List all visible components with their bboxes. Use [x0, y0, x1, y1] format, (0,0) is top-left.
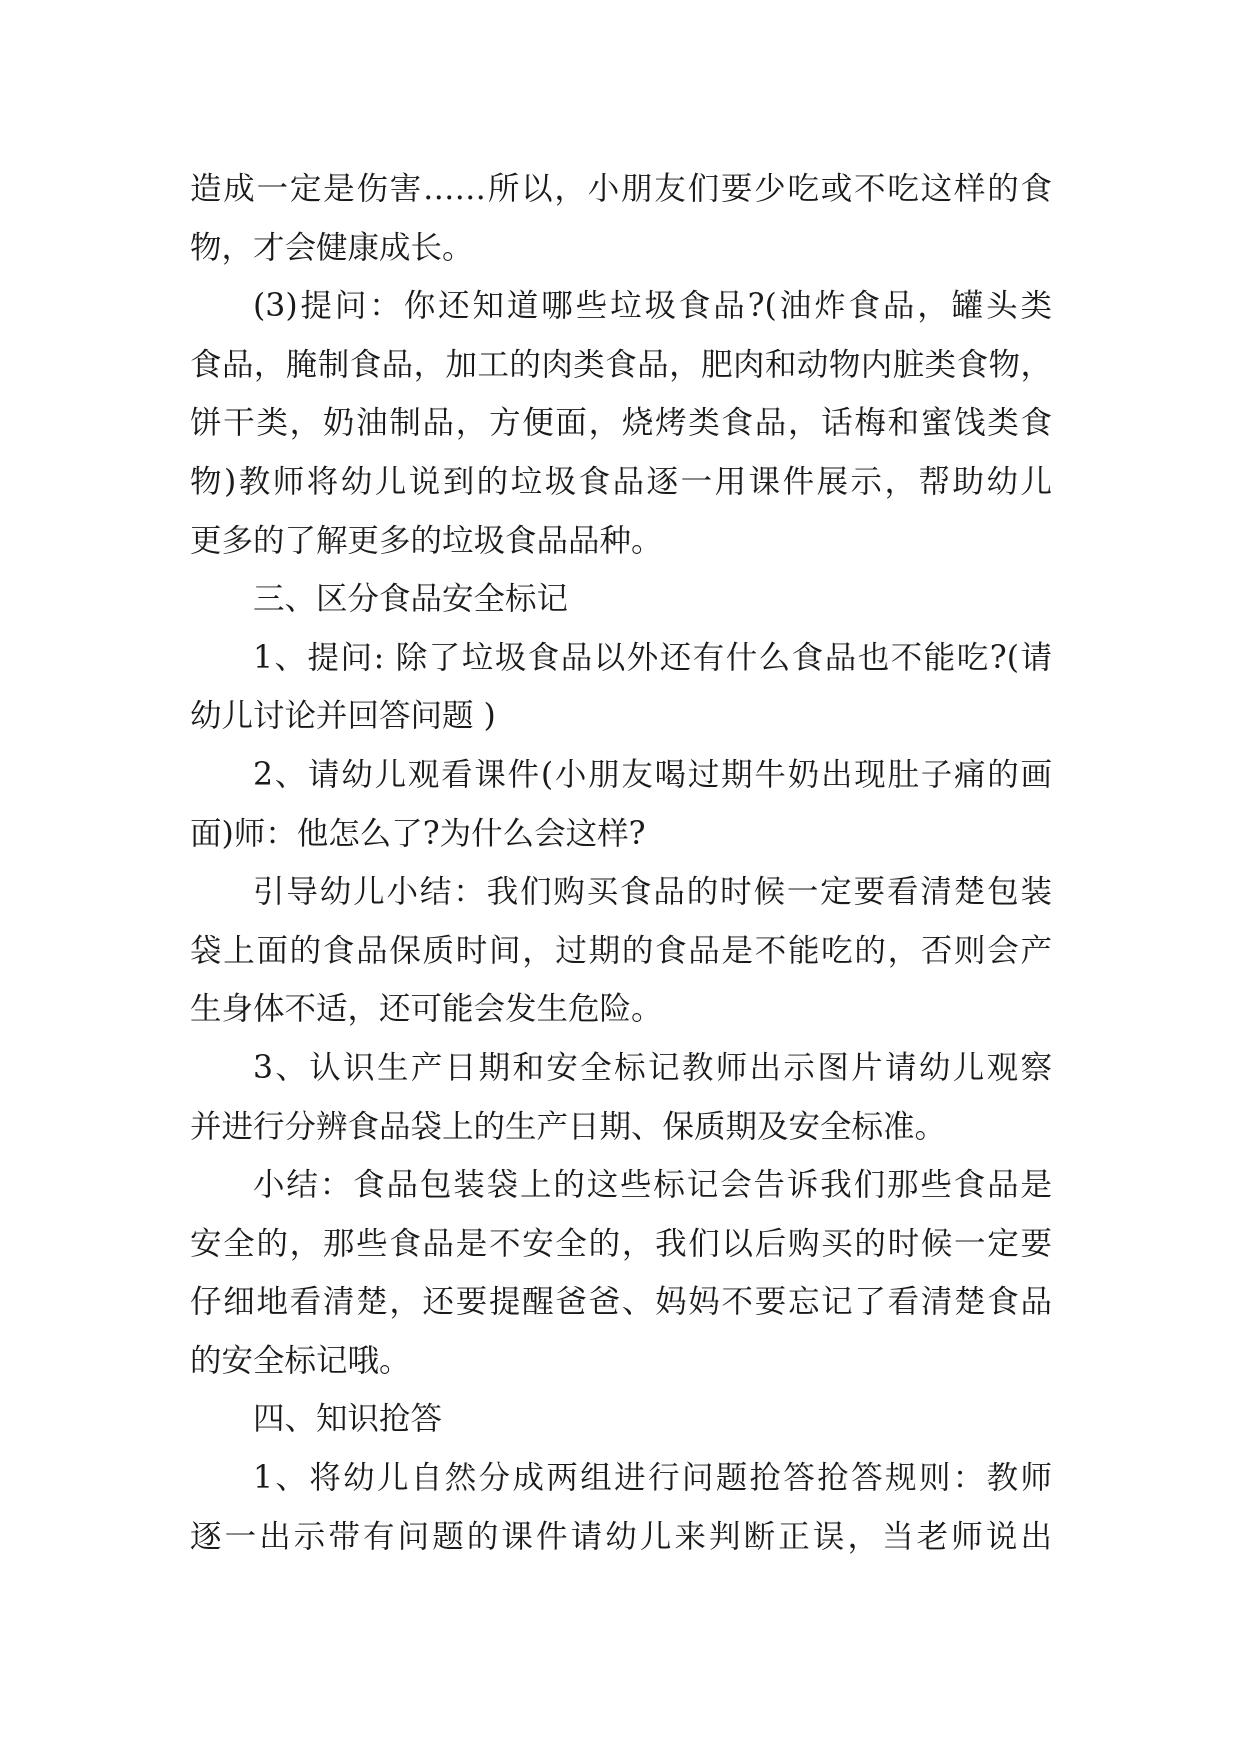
text-line: 2、请幼儿观看课件(小朋友喝过期牛奶出现肚子痛的画 — [253, 756, 1052, 793]
text-line: 物，才会健康成长。 — [190, 229, 474, 266]
text-line: 并进行分辨食品袋上的生产日期、保质期及安全标准。 — [190, 1108, 947, 1145]
text-line: 幼儿讨论并回答问题 ) — [190, 698, 496, 735]
text-line: (3)提问：你还知道哪些垃圾食品?(油炸食品，罐头类 — [253, 288, 1052, 325]
text-line: 仔细地看清楚，还要提醒爸爸、妈妈不要忘记了看清楚食品 — [190, 1284, 1052, 1321]
text-line: 更多的了解更多的垃圾食品品种。 — [190, 522, 663, 559]
text-line: 三、区分食品安全标记 — [253, 581, 569, 618]
text-line: 饼干类，奶油制品，方便面，烧烤类食品，话梅和蜜饯类食 — [190, 405, 1052, 442]
text-line: 造成一定是伤害……所以，小朋友们要少吃或不吃这样的食 — [190, 171, 1052, 207]
text-line: 物)教师将幼儿说到的垃圾食品逐一用课件展示，帮助幼儿 — [190, 463, 1052, 500]
text-line: 小结：食品包装袋上的这些标记会告诉我们那些食品是 — [253, 1167, 1052, 1204]
text-line: 1、提问: 除了垃圾食品以外还有什么食品也不能吃?(请 — [253, 639, 1052, 676]
text-line: 食品，腌制食品，加工的肉类食品，肥肉和动物内脏类食物， — [190, 346, 1052, 383]
text-line: 生身体不适，还可能会发生危险。 — [190, 991, 663, 1028]
text-line: 3、认识生产日期和安全标记教师出示图片请幼儿观察 — [253, 1049, 1052, 1086]
text-line: 1、将幼儿自然分成两组进行问题抢答抢答规则：教师 — [253, 1460, 1052, 1497]
text-line: 安全的，那些食品是不安全的，我们以后购买的时候一定要 — [190, 1225, 1052, 1262]
text-line: 四、知识抢答 — [253, 1401, 443, 1438]
text-line: 引导幼儿小结：我们购买食品的时候一定要看清楚包装 — [253, 874, 1052, 911]
text-line: 面)师：他怎么了?为什么会这样? — [190, 815, 646, 852]
text-line: 逐一出示带有问题的课件请幼儿来判断正误，当老师说出 — [190, 1518, 1052, 1555]
text-line: 的安全标记哦。 — [190, 1342, 411, 1379]
document-body — [190, 160, 1052, 1566]
text-line: 袋上面的食品保质时间，过期的食品是不能吃的，否则会产 — [190, 932, 1052, 969]
